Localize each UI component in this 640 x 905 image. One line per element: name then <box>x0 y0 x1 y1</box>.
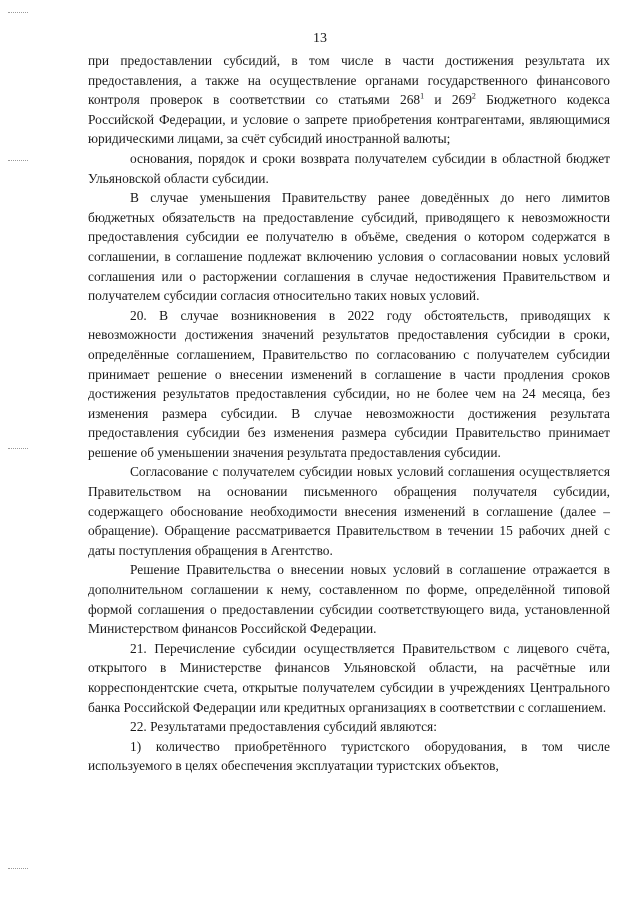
paragraph-agreement-approval: Согласование с получателем субсидии новых условий соглашения осуществляется Правительством на основании письменного обращения получателя субсидии, содержащего обоснование необходимости внесения изменений в соглашение (далее – обращение). Обращение рассматривается Правительством в течении 15 рабочих дней с даты поступления обращения в Агентство. <box>88 464 610 558</box>
footnote-superscript: 1 <box>420 91 425 101</box>
paragraph-return-grounds: основания, порядок и сроки возврата получателем субсидии в областной бюджет Ульяновской области субсидии. <box>88 150 610 186</box>
paragraph-item-21: 21. Перечисление субсидии осуществляется Правительством с лицевого счёта, открытого в Министерстве финансов Ульяновской области, на расчётные или корреспондентские счета, открытые получателем субсидии в учреждениях Центрального банка Российской Федерации или кредитных организациях в соответствии с соглашением. <box>88 640 610 715</box>
document-body <box>88 51 610 776</box>
paragraph-result-1: 1) количество приобретённого туристского оборудования, в том числе используемого в целях обеспечения эксплуатации туристских объектов, <box>88 738 610 774</box>
paragraph-limits-reduction: В случае уменьшения Правительству ранее доведённых до него лимитов бюджетных обязательств на предоставление субсидий, приводящего к невозможности предоставления субсидии ее получателю в объёме, сведения о котором содержатся в соглашении, в соглашение подлежат включению условия о согласовании новых условий соглашения или о расторжении соглашения в случае недостижения Правительством и получателем субсидии согласия относительно таких новых условий. <box>88 190 610 304</box>
scan-margin-mark <box>8 868 28 869</box>
paragraph-audit-conditions <box>88 51 610 149</box>
paragraph-government-decision: Решение Правительства о внесении новых условий в соглашение отражается в дополнительном соглашении к нему, составленном по форме, определённой типовой формой соглашения о предоставлении субсидии соответствующего вида, установленной Министерством финансов Российской Федерации. <box>88 562 610 637</box>
footnote-superscript: 2 <box>471 91 476 101</box>
paragraph-text: и 269 <box>424 92 472 108</box>
paragraph-text: при предоставлении субсидий, в том числе в части достижения результата их предоставления, а также на осуществление органами государственного финансового контроля проверок в соответствии со статьями 268 <box>88 53 610 108</box>
paragraph-text: Бюджетного кодекса Российской Федерации, и условие о запрете приобретения контрагентами, являющимися юридическими лицами, за счёт субсидий иностранной валюты; <box>88 92 610 147</box>
scan-margin-mark <box>8 448 28 449</box>
scan-margin-mark <box>8 12 28 13</box>
scan-margin-mark <box>8 160 28 161</box>
page-number: 13 <box>313 31 327 46</box>
paragraph-item-20: 20. В случае возникновения в 2022 году обстоятельств, приводящих к невозможности достижения значений результатов предоставления субсидии в сроки, определённые соглашением, Правительство по согласованию с получателем субсидии принимает решение о внесении изменений в соглашение в части продления сроков достижения результатов предоставления субсидии, но не более чем на 24 месяца, без изменения размера субсидии. В случае невозможности достижения результата предоставления субсидии без изменения размера субсидии Правительство принимает решение об уменьшении значения результата предоставления субсидии. <box>88 307 610 460</box>
paragraph-item-22: 22. Результатами предоставления субсидий являются: <box>130 719 437 735</box>
